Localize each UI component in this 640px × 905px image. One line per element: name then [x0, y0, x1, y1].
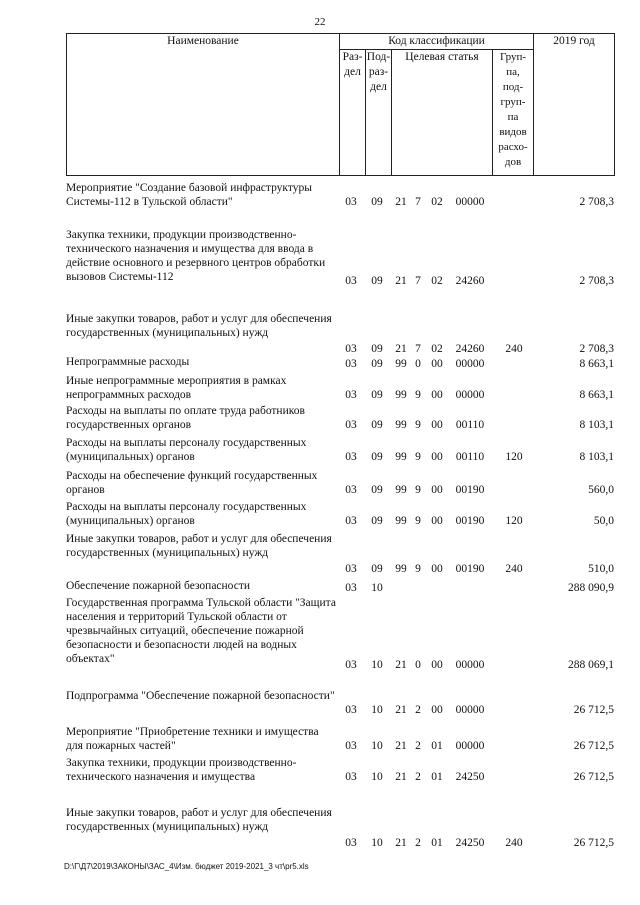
table-row	[66, 532, 614, 576]
row-code-t4: 24250	[455, 837, 485, 849]
table-row	[66, 689, 614, 717]
row-code-pr: 09	[371, 358, 383, 370]
row-name: Обеспечение пожарной безопасности	[66, 580, 251, 592]
row-code-t4: 00000	[455, 659, 485, 671]
table-row	[66, 312, 614, 356]
row-code-t3: 02	[431, 196, 443, 208]
row-code-t1: 99	[395, 389, 407, 401]
row-code-pr: 09	[371, 389, 383, 401]
row-code-t3: 01	[431, 771, 443, 783]
row-code-t1: 21	[395, 771, 407, 783]
row-amount: 50,0	[593, 515, 614, 527]
row-code-t1: 21	[395, 704, 407, 716]
row-code-t3: 02	[431, 275, 443, 287]
row-code-t2: 9	[415, 451, 421, 463]
row-code-t4: 00000	[455, 740, 485, 752]
row-code-pr: 10	[371, 837, 383, 849]
row-code-t1: 99	[395, 358, 407, 370]
row-code-rz: 03	[345, 771, 357, 783]
row-code-t1: 21	[395, 740, 407, 752]
row-code-t4: 24250	[455, 771, 485, 783]
table-row	[66, 500, 614, 528]
footer-file-path: D:\Г\Д7\2019\ЗАКОНЫ\ЗАС_4\Изм. бюджет 2019-2021_3 чт\pr5.xls	[64, 862, 309, 871]
row-name: Иные непрограммные мероприятия в рамках непрограммных расходов	[66, 375, 287, 401]
row-code-rz: 03	[345, 704, 357, 716]
row-code-t4: 00000	[455, 389, 485, 401]
row-code-t2: 2	[415, 740, 421, 752]
row-code-t1: 99	[395, 484, 407, 496]
row-name: Расходы на выплаты по оплате труда работников государственных органов	[66, 405, 305, 431]
row-amount: 560,0	[588, 484, 614, 496]
row-code-t3: 00	[431, 515, 443, 527]
row-code-rz: 03	[345, 659, 357, 671]
row-amount: 2 708,3	[579, 275, 614, 287]
row-code-pr: 09	[371, 563, 383, 575]
row-code-t3: 00	[431, 419, 443, 431]
table-row	[66, 806, 614, 850]
row-amount: 26 712,5	[573, 771, 614, 783]
header-group: Груп- па, под- груп- па видов расхо- дов	[493, 50, 534, 176]
row-amount: 8 663,1	[579, 389, 614, 401]
row-code-t1: 21	[395, 659, 407, 671]
row-code-t3: 00	[431, 389, 443, 401]
header-target: Целевая статья	[392, 50, 493, 176]
row-name: Расходы на выплаты персоналу государственных (муниципальных) органов	[66, 437, 307, 463]
row-code-t1: 21	[395, 275, 407, 287]
row-name: Подпрограмма "Обеспечение пожарной безопасности"	[66, 690, 335, 702]
row-code-t4: 00110	[455, 451, 485, 463]
row-code-rz: 03	[345, 837, 357, 849]
row-code-rz: 03	[345, 419, 357, 431]
row-code-pr: 10	[371, 771, 383, 783]
row-amount: 26 712,5	[573, 704, 614, 716]
row-code-pr: 09	[371, 196, 383, 208]
row-code-t3: 00	[431, 358, 443, 370]
table-row	[66, 756, 614, 784]
row-code-pr: 09	[371, 419, 383, 431]
row-name: Закупка техники, продукции производственно-технического назначения и имущества для ввода в действие основного и резервного центров обработки вызовов Системы-112	[66, 229, 326, 283]
row-code-pr: 10	[371, 582, 383, 594]
row-code-t1: 21	[395, 837, 407, 849]
row-code-rz: 03	[345, 358, 357, 370]
row-code-rz: 03	[345, 451, 357, 463]
row-code-t1: 99	[395, 451, 407, 463]
row-name: Иные закупки товаров, работ и услуг для обеспечения государственных (муниципальных) нужд	[66, 313, 332, 339]
row-name: Расходы на выплаты персоналу государственных (муниципальных) органов	[66, 501, 307, 527]
row-code-t2: 7	[415, 275, 421, 287]
row-code-t1: 21	[395, 196, 407, 208]
row-amount: 510,0	[588, 563, 614, 575]
row-name: Мероприятие "Создание базовой инфраструктуры Системы-112 в Тульской области"	[66, 182, 312, 208]
row-amount: 2 708,3	[579, 196, 614, 208]
row-code-pr: 09	[371, 484, 383, 496]
row-code-vr: 240	[505, 563, 523, 575]
row-code-t4: 00190	[455, 563, 485, 575]
row-code-t4: 24260	[455, 275, 485, 287]
row-code-t3: 00	[431, 563, 443, 575]
table-row	[66, 725, 614, 753]
row-code-vr: 120	[505, 515, 523, 527]
row-code-pr: 10	[371, 659, 383, 671]
row-code-rz: 03	[345, 275, 357, 287]
row-code-rz: 03	[345, 582, 357, 594]
row-name: Иные закупки товаров, работ и услуг для обеспечения государственных (муниципальных) нужд	[66, 533, 332, 559]
row-code-t4: 00000	[455, 196, 485, 208]
row-code-t2: 2	[415, 837, 421, 849]
row-code-t2: 9	[415, 419, 421, 431]
row-code-t4: 00190	[455, 515, 485, 527]
row-code-t2: 0	[415, 659, 421, 671]
row-code-rz: 03	[345, 196, 357, 208]
row-code-rz: 03	[345, 740, 357, 752]
row-name: Мероприятие "Приобретение техники и имущества для пожарных частей"	[66, 726, 319, 752]
row-code-t2: 9	[415, 515, 421, 527]
row-amount: 26 712,5	[573, 837, 614, 849]
row-name: Закупка техники, продукции производственно-технического назначения и имущества	[66, 757, 297, 783]
row-code-pr: 09	[371, 275, 383, 287]
row-code-t3: 01	[431, 740, 443, 752]
row-code-t2: 2	[415, 704, 421, 716]
table-row	[66, 181, 614, 209]
row-code-vr: 240	[505, 343, 523, 355]
row-name: Государственная программа Тульской области "Защита населения и территорий Тульской области от чрезвычайных ситуаций, обеспечение пожарной безопасности и безопасности людей на водных объектах"	[66, 597, 336, 665]
row-code-rz: 03	[345, 563, 357, 575]
row-code-t4: 00000	[455, 704, 485, 716]
row-code-vr: 240	[505, 837, 523, 849]
row-amount: 288 090,9	[568, 582, 614, 594]
row-amount: 2 708,3	[579, 343, 614, 355]
header-name: Наименование	[67, 34, 340, 176]
table-row	[66, 596, 614, 672]
row-code-pr: 09	[371, 343, 383, 355]
row-code-t1: 21	[395, 343, 407, 355]
row-code-rz: 03	[345, 343, 357, 355]
row-amount: 288 069,1	[568, 659, 614, 671]
header-year: 2019 год	[534, 34, 615, 176]
table-row	[66, 436, 614, 464]
header-razdel: Раз- дел	[340, 50, 366, 176]
row-code-t1: 99	[395, 563, 407, 575]
table-row	[66, 404, 614, 432]
row-code-t2: 2	[415, 771, 421, 783]
row-code-rz: 03	[345, 389, 357, 401]
row-name: Расходы на обеспечение функций государственных органов	[66, 470, 318, 496]
row-code-t4: 00110	[455, 419, 485, 431]
row-code-t3: 01	[431, 837, 443, 849]
table-row	[66, 579, 614, 595]
row-code-t1: 99	[395, 419, 407, 431]
row-name: Непрограммные расходы	[66, 356, 190, 368]
row-amount: 26 712,5	[573, 740, 614, 752]
row-code-t2: 0	[415, 358, 421, 370]
row-code-t3: 00	[431, 659, 443, 671]
table-row	[66, 228, 614, 288]
row-code-t3: 02	[431, 343, 443, 355]
table-row	[66, 469, 614, 497]
row-code-t3: 00	[431, 704, 443, 716]
row-code-rz: 03	[345, 515, 357, 527]
row-code-t4: 24260	[455, 343, 485, 355]
row-code-t3: 00	[431, 484, 443, 496]
header-code: Код классификации	[340, 34, 534, 50]
row-code-t2: 9	[415, 484, 421, 496]
row-code-t3: 00	[431, 451, 443, 463]
table-header	[66, 33, 615, 176]
row-code-t4: 00000	[455, 358, 485, 370]
row-code-t2: 9	[415, 389, 421, 401]
row-code-pr: 10	[371, 704, 383, 716]
row-amount: 8 663,1	[579, 358, 614, 370]
row-code-rz: 03	[345, 484, 357, 496]
row-code-t4: 00190	[455, 484, 485, 496]
row-code-t2: 7	[415, 343, 421, 355]
row-name: Иные закупки товаров, работ и услуг для обеспечения государственных (муниципальных) нужд	[66, 807, 332, 833]
table-row	[66, 355, 614, 371]
row-amount: 8 103,1	[579, 451, 614, 463]
row-code-pr: 09	[371, 515, 383, 527]
page-number: 22	[314, 16, 326, 28]
row-code-t2: 9	[415, 563, 421, 575]
row-code-pr: 10	[371, 740, 383, 752]
header-podrazdel: Под- раз- дел	[366, 50, 392, 176]
row-amount: 8 103,1	[579, 419, 614, 431]
row-code-vr: 120	[505, 451, 523, 463]
row-code-t2: 7	[415, 196, 421, 208]
table-row	[66, 374, 614, 402]
row-code-t1: 99	[395, 515, 407, 527]
row-code-pr: 09	[371, 451, 383, 463]
